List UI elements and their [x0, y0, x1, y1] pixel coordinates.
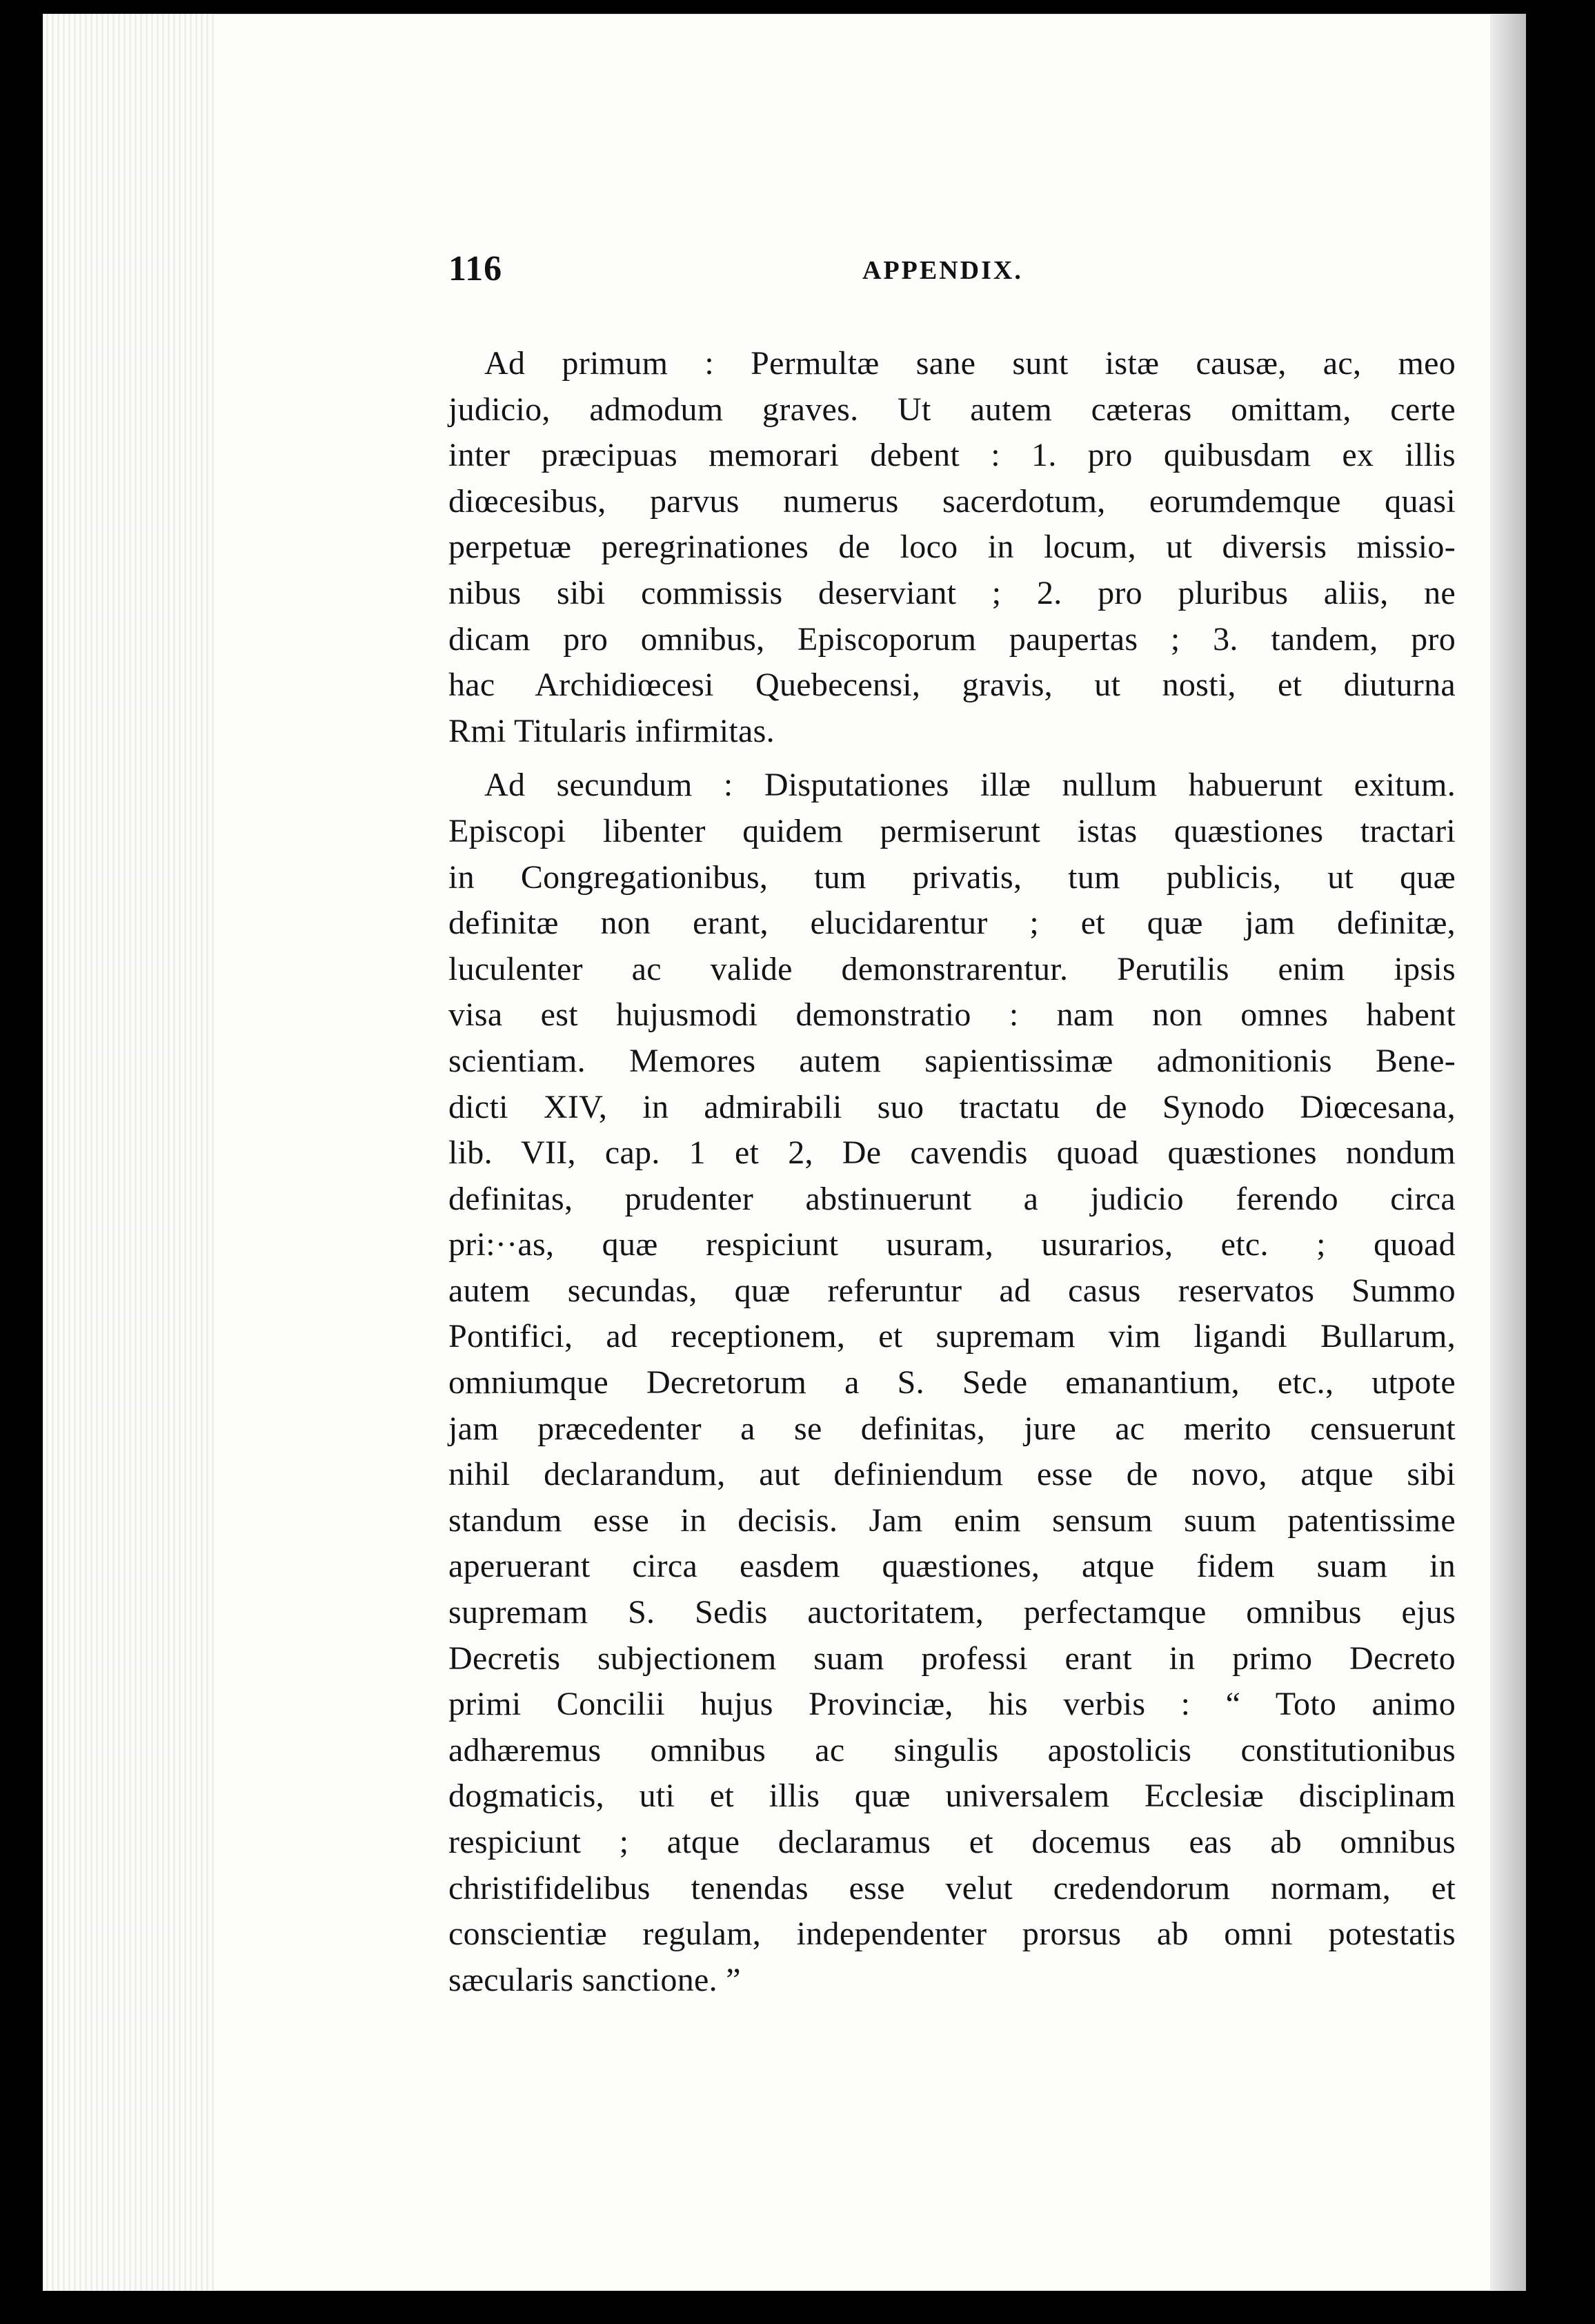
page-header — [448, 248, 1456, 312]
text-line: luculenter ac valide demonstrarentur. Perutilis enim ipsis — [448, 950, 1456, 987]
text-line: christifidelibus tenendas esse velut credendorum normam, et — [448, 1869, 1456, 1907]
text-line: standum esse in decisis. Jam enim sensum suum patentissime — [448, 1501, 1456, 1539]
text-line: autem secundas, quæ referuntur ad casus reservatos Summo — [448, 1272, 1456, 1309]
text-line: lib. VII, cap. 1 et 2, De cavendis quoad quæstiones nondum — [448, 1134, 1456, 1172]
text-line: scientiam. Memores autem sapientissimæ admonitionis Bene- — [448, 1042, 1456, 1079]
text-line: jam præcedenter a se definitas, jure ac merito censuerunt — [448, 1410, 1456, 1447]
text-line: dogmaticis, uti et illis quæ universalem Ecclesiæ disciplinam — [448, 1778, 1456, 1815]
page-number: 116 — [448, 249, 503, 288]
text-line: inter præcipuas memorari debent : 1. pro quibusdam ex illis — [448, 437, 1456, 474]
text-line: Rmi Titularis infirmitas. — [448, 712, 775, 749]
text-line: perpetuæ peregrinationes de loco in locum, ut diversis missio- — [448, 529, 1456, 566]
text-line: diœcesibus, parvus numerus sacerdotum, eorumdemque quasi — [448, 482, 1456, 520]
paragraph-1 — [448, 341, 1456, 754]
text-line: Episcopi libenter quidem permiserunt istas quæstiones tractari — [448, 812, 1456, 849]
text-line: Ad secundum : Disputationes illæ nullum habuerunt exitum. — [484, 767, 1456, 804]
text-line: Ad primum : Permultæ sane sunt istæ causæ, ac, meo — [484, 345, 1456, 382]
text-line: definitas, prudenter abstinuerunt a judicio ferendo circa — [448, 1180, 1456, 1217]
text-line: judicio, admodum graves. Ut autem cæteras omittam, certe — [448, 391, 1456, 428]
text-line: nihil declarandum, aut definiendum esse de novo, atque sibi — [448, 1456, 1456, 1493]
text-line: aperuerant circa easdem quæstiones, atque fidem suam in — [448, 1548, 1456, 1585]
text-line: in Congregationibus, tum privatis, tum publicis, ut quæ — [448, 858, 1456, 896]
paragraph-2 — [448, 762, 1456, 2003]
text-line: dicti XIV, in admirabili suo tractatu de Synodo Diœcesana, — [448, 1088, 1456, 1125]
text-line: definitæ non erant, elucidarentur ; et quæ jam definitæ, — [448, 905, 1456, 942]
text-line: Decretis subjectionem suam professi erant in primo Decreto — [448, 1639, 1456, 1677]
text-line: visa est hujusmodi demonstratio : nam non omnes habent — [448, 996, 1456, 1034]
text-line: dicam pro omnibus, Episcoporum paupertas ; 3. tandem, pro — [448, 620, 1456, 658]
text-line: omniumque Decretorum a S. Sede emanantium, etc., utpote — [448, 1364, 1456, 1401]
running-head: APPENDIX. — [862, 256, 1023, 285]
text-line: pri:··as, quæ respiciunt usuram, usurarios, etc. ; quoad — [448, 1226, 1456, 1263]
text-line: primi Concilii hujus Provinciæ, his verbis : “ Toto animo — [448, 1686, 1456, 1723]
text-block — [448, 248, 1456, 2003]
page-edges — [43, 14, 215, 2291]
text-line: supremam S. Sedis auctoritatem, perfectamque omnibus ejus — [448, 1594, 1456, 1631]
text-line: conscientiæ regulam, independenter prorsus ab omni potestatis — [448, 1916, 1456, 1953]
text-line: respiciunt ; atque declaramus et docemus eas ab omnibus — [448, 1824, 1456, 1860]
text-line: hac Archidiœcesi Quebecensi, gravis, ut nosti, et diuturna — [448, 667, 1456, 704]
text-line: nibus sibi commissis deserviant ; 2. pro pluribus aliis, ne — [448, 574, 1456, 611]
page-shadow — [1490, 14, 1526, 2291]
text-line: Pontifici, ad receptionem, et supremam vim ligandi Bullarum, — [448, 1318, 1456, 1355]
text-line: sæcularis sanctione. ” — [448, 1961, 741, 1998]
text-line: adhæremus omnibus ac singulis apostolicis constitutionibus — [448, 1731, 1456, 1769]
